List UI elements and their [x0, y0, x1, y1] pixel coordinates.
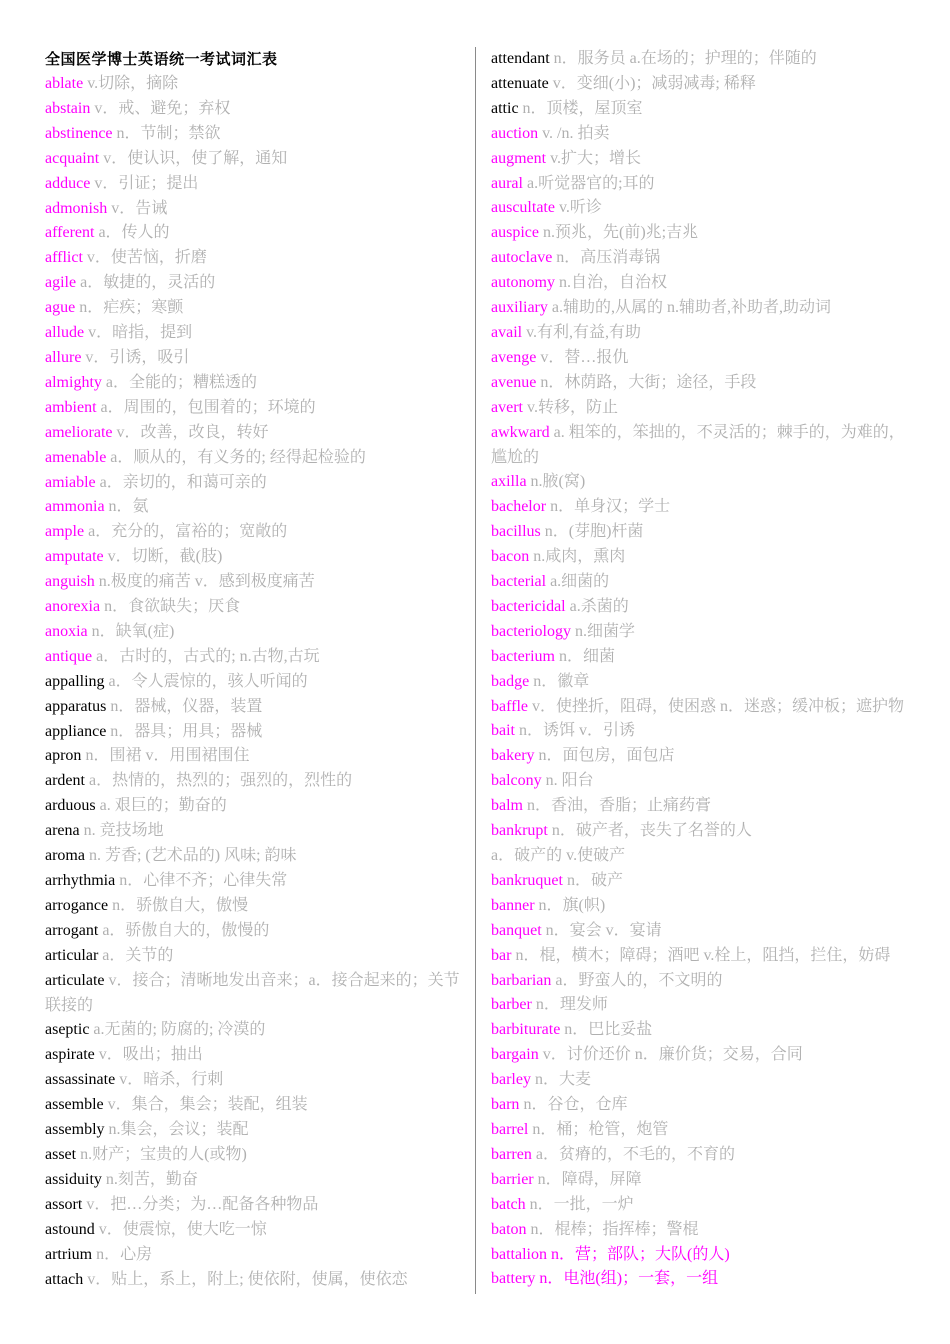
vocab-word: avenue	[491, 373, 537, 391]
vocab-entry	[491, 645, 911, 670]
vocab-word: bachelor	[491, 498, 547, 516]
vocab-entry	[491, 520, 911, 545]
vocab-word: barbarian	[491, 971, 552, 989]
vocab-word: ardent	[45, 772, 85, 790]
vocab-word: ambient	[45, 398, 97, 416]
vocab-entry	[491, 1093, 911, 1118]
vocab-entry	[45, 1143, 465, 1168]
vocab-word: avenge	[491, 348, 537, 366]
vocab-entry	[45, 1118, 465, 1143]
vocab-word: bacteriology	[491, 622, 571, 640]
vocab-definition: a.辅助的,从属的 n.辅助者,补助者,助动词	[547, 299, 831, 317]
vocab-definition: v．使挫折，阻碍，使困惑 n．迷惑；缓冲板；遮护物	[528, 697, 905, 715]
vocab-word: barber	[491, 996, 532, 1014]
vocab-entry	[45, 869, 465, 894]
vocab-word: bankruquet	[491, 871, 563, 889]
vocab-definition: a．骄傲自大的，傲慢的	[98, 921, 270, 939]
vocab-entry	[491, 296, 911, 321]
vocab-entry	[491, 246, 911, 271]
vocab-word: appliance	[45, 722, 107, 740]
vocab-definition: a.细菌的	[546, 573, 610, 591]
vocab-definition: v．告诫	[107, 199, 168, 217]
vocab-definition: n．心房	[92, 1245, 153, 1263]
vocab-entry	[491, 1143, 911, 1168]
vocab-entry	[45, 1218, 465, 1243]
vocab-entry	[45, 471, 465, 496]
vocab-word: assiduity	[45, 1170, 102, 1188]
vocab-entry	[45, 769, 465, 794]
vocab-definition: n．营；部队；大队(的人)	[546, 1245, 730, 1263]
vocab-word: autonomy	[491, 274, 555, 292]
left-word-list	[45, 72, 465, 1292]
vocab-word: avail	[491, 323, 523, 341]
left-column	[45, 47, 465, 1292]
vocab-definition: a. 艰巨的；勤奋的	[95, 797, 227, 815]
vocab-entry	[45, 1193, 465, 1218]
vocab-entry	[491, 196, 911, 221]
vocab-definition: n．面包房，面包店	[534, 747, 675, 765]
vocab-entry	[491, 421, 911, 471]
vocab-entry	[45, 645, 465, 670]
vocab-entry	[45, 894, 465, 919]
vocab-definition: v．把…分类；为…配备各种物品	[82, 1195, 319, 1213]
vocab-word: baton	[491, 1220, 527, 1238]
vocab-definition: n．旗(帜)	[534, 896, 606, 914]
vocab-word: bargain	[491, 1046, 539, 1064]
vocab-word: afflict	[45, 249, 83, 267]
vocab-entry	[491, 172, 911, 197]
vocab-entry	[45, 1093, 465, 1118]
vocab-word: balm	[491, 797, 523, 815]
vocab-word: augment	[491, 149, 547, 167]
vocab-definition: n．理发师	[531, 996, 608, 1014]
vocab-entry	[45, 1243, 465, 1268]
vocab-entry	[45, 1018, 465, 1043]
vocab-entry	[45, 545, 465, 570]
vocab-word: barren	[491, 1145, 532, 1163]
vocab-entry	[491, 1043, 911, 1068]
vocab-entry	[45, 1268, 465, 1293]
vocab-definition: n．高压消毒锅	[552, 249, 661, 267]
vocab-word: articular	[45, 946, 99, 964]
vocab-entry	[491, 844, 911, 869]
vocab-word: amputate	[45, 548, 104, 566]
vocab-word: antique	[45, 647, 93, 665]
vocab-definition: n．单身汉；学士	[546, 498, 671, 516]
vocab-word: anorexia	[45, 598, 101, 616]
vocab-entry	[491, 1168, 911, 1193]
vocab-definition: n．巴比妥盐	[560, 1021, 653, 1039]
vocab-definition: n．宴会 v．宴请	[541, 921, 662, 939]
vocab-word: articulate	[45, 971, 105, 989]
vocab-entry	[45, 147, 465, 172]
vocab-definition: n.刻苦，勤奋	[101, 1170, 198, 1188]
vocab-word: agile	[45, 274, 77, 292]
vocab-definition: n．器械，仪器，装置	[106, 697, 263, 715]
vocab-definition: v. /n. 拍卖	[538, 124, 610, 142]
vocab-definition: a．周围的，包围着的；环境的	[96, 398, 316, 416]
vocab-definition: a．全能的；糟糕透的	[101, 373, 257, 391]
vocab-definition: v．使震惊，使大吃一惊	[94, 1220, 267, 1238]
vocab-entry	[491, 719, 911, 744]
vocab-definition: n．障碍，屏障	[533, 1170, 642, 1188]
vocab-word: barrier	[491, 1170, 534, 1188]
vocab-definition: n．围裙 v．用围裙围住	[81, 747, 250, 765]
vocab-entry	[491, 47, 911, 72]
vocab-entry	[45, 695, 465, 720]
vocab-definition: n．桶；枪管，炮管	[528, 1120, 669, 1138]
vocab-word: arduous	[45, 797, 96, 815]
vocab-definition: n．谷仓，仓库	[519, 1096, 628, 1114]
vocab-word: bait	[491, 722, 515, 740]
vocab-word: assembly	[45, 1121, 105, 1139]
vocab-word: bacon	[491, 548, 530, 566]
vocab-entry	[45, 794, 465, 819]
vocab-definition: n．棍，横木；障碍；酒吧 v.栓上，阻挡，拦住，妨碍	[511, 946, 891, 964]
vocab-word: bar	[491, 946, 512, 964]
vocab-definition: v．讨价还价 n．廉价货；交易，合同	[538, 1046, 803, 1064]
vocab-entry	[45, 446, 465, 471]
vocab-entry	[45, 197, 465, 222]
vocab-definition: a.杀菌的	[565, 597, 629, 615]
vocab-word: attenuate	[491, 74, 549, 92]
vocab-definition: n. 阳台	[541, 772, 594, 790]
vocab-word: abstinence	[45, 124, 113, 142]
vocab-word: bankrupt	[491, 822, 548, 840]
vocab-entry	[491, 670, 911, 695]
vocab-entry	[45, 72, 465, 97]
vocab-entry	[491, 744, 911, 769]
vocab-entry	[491, 595, 911, 620]
vocab-definition: n．诱饵 v．引诱	[515, 722, 636, 740]
vocab-definition: v．切断，截(肢)	[103, 548, 223, 566]
vocab-word: barbiturate	[491, 1021, 561, 1039]
vocab-definition: a．贫瘠的，不毛的，不育的	[531, 1145, 735, 1163]
vocab-definition: n.集会，会议；装配	[104, 1121, 249, 1139]
vocab-entry	[45, 720, 465, 745]
vocab-entry	[491, 944, 911, 969]
vocab-definition: a．热情的，热烈的；强烈的，烈性的	[84, 772, 353, 790]
vocab-entry	[491, 1068, 911, 1093]
vocab-word: apparatus	[45, 697, 107, 715]
column-divider	[475, 47, 476, 1294]
vocab-word: auxiliary	[491, 299, 548, 317]
vocab-entry	[491, 819, 911, 844]
vocab-word: bacillus	[491, 523, 541, 541]
vocab-word: attic	[491, 99, 519, 117]
vocab-word: baffle	[491, 697, 529, 715]
vocab-word: battery	[491, 1270, 536, 1288]
vocab-definition: v．替…报仇	[536, 348, 629, 366]
vocab-word: abstain	[45, 99, 91, 117]
vocab-definition: n．大麦	[530, 1071, 591, 1089]
vocab-entry	[45, 670, 465, 695]
vocab-word: autoclave	[491, 249, 553, 267]
vocab-definition: v．戒、避免；弃权	[90, 99, 231, 117]
vocab-entry	[491, 794, 911, 819]
vocab-entry	[45, 221, 465, 246]
vocab-definition: a．亲切的，和蔼可亲的	[95, 473, 267, 491]
vocab-entry	[491, 1018, 911, 1043]
vocab-word: assassinate	[45, 1071, 116, 1089]
vocab-entry	[491, 894, 911, 919]
vocab-word: banner	[491, 896, 535, 914]
vocab-definition: a. 粗笨的，笨拙的，不灵活的；棘手的，为难的，尴尬的	[491, 423, 905, 466]
vocab-word: barrel	[491, 1120, 529, 1138]
vocab-word: aural	[491, 174, 523, 192]
vocab-definition: n. 竞技场地	[79, 822, 164, 840]
vocab-definition: n．疟疾；寒颤	[75, 299, 184, 317]
vocab-entry	[45, 595, 465, 620]
vocab-definition: v．使苦恼，折磨	[82, 249, 207, 267]
vocab-definition: n．徽章	[529, 672, 590, 690]
vocab-entry	[491, 1118, 911, 1143]
vocab-entry	[491, 1193, 911, 1218]
vocab-word: apron	[45, 747, 82, 765]
vocab-definition: v．改善，改良，转好	[112, 423, 269, 441]
vocab-entry	[491, 346, 911, 371]
vocab-word: awkward	[491, 423, 550, 441]
vocab-definition: a．令人震惊的，骇人听闻的	[104, 672, 308, 690]
vocab-entry	[491, 695, 911, 720]
vocab-entry	[45, 819, 465, 844]
vocab-word: aroma	[45, 847, 85, 865]
vocab-definition: n．节制；禁欲	[112, 124, 221, 142]
vocab-entry	[491, 271, 911, 296]
vocab-entry	[491, 221, 911, 246]
vocab-definition: v．引证；提出	[90, 174, 199, 192]
vocab-entry	[45, 271, 465, 296]
vocab-definition: v．集合，集会；装配，组装	[103, 1096, 308, 1114]
vocab-entry	[491, 97, 911, 122]
vocab-word: attach	[45, 1270, 84, 1288]
vocab-entry	[491, 147, 911, 172]
vocab-word: asset	[45, 1145, 77, 1163]
vocab-entry	[45, 346, 465, 371]
vocab-entry	[45, 969, 465, 1019]
vocab-definition: v.有利,有益,有助	[522, 323, 642, 341]
vocab-entry	[45, 172, 465, 197]
vocab-definition: v．使认识，使了解，通知	[99, 149, 288, 167]
vocab-entry	[491, 321, 911, 346]
vocab-definition: v．贴上，系上，附上; 使依附，使属，使依恋	[83, 1270, 408, 1288]
vocab-word: arena	[45, 822, 80, 840]
vocab-definition: a．关节的	[98, 946, 174, 964]
vocab-entry	[45, 321, 465, 346]
vocab-entry	[45, 620, 465, 645]
vocab-entry	[45, 421, 465, 446]
vocab-definition: n．服务员 a.在场的；护理的；伴随的	[549, 50, 817, 67]
vocab-word: ameliorate	[45, 423, 113, 441]
vocab-entry	[491, 620, 911, 645]
vocab-word: afferent	[45, 224, 95, 242]
vocab-definition: v．吸出；抽出	[94, 1046, 203, 1064]
vocab-word: acquaint	[45, 149, 100, 167]
vocab-definition: n.细菌学	[570, 622, 635, 640]
vocab-definition: v．暗杀，行刺	[115, 1071, 224, 1089]
vocab-word: adduce	[45, 174, 91, 192]
vocab-definition: a．破产的 v.使破产	[491, 847, 626, 864]
vocab-definition: n．器具；用具；器械	[106, 722, 263, 740]
vocab-word: assemble	[45, 1096, 104, 1114]
vocab-definition: n.极度的痛苦 v．感到极度痛苦	[94, 573, 315, 591]
vocab-definition: a．顺从的，有义务的; 经得起检验的	[106, 448, 366, 466]
vocab-definition: n．破产	[562, 871, 623, 889]
vocab-word: battalion	[491, 1245, 547, 1263]
vocab-word: balcony	[491, 772, 542, 790]
vocab-word: appalling	[45, 672, 105, 690]
vocab-entry	[491, 869, 911, 894]
vocab-definition: n.腋(窝)	[526, 473, 586, 491]
vocab-definition: n.财产；宝贵的人(或物)	[76, 1145, 247, 1163]
vocab-word: arrhythmia	[45, 872, 116, 889]
right-column	[491, 47, 911, 1292]
right-word-list	[491, 47, 911, 1292]
vocab-definition: v.转移，防止	[522, 398, 618, 416]
vocab-definition: n. 芳香; (艺术品的) 风味; 韵味	[84, 847, 297, 865]
vocab-entry	[45, 296, 465, 321]
vocab-definition: a．野蛮人的，不文明的	[551, 971, 723, 989]
vocab-definition: n．一批，一炉	[525, 1195, 634, 1213]
vocab-definition: v．接合；清晰地发出音来；a．接合起来的；关节联接的	[45, 971, 460, 1014]
vocab-word: artrium	[45, 1245, 93, 1263]
vocab-definition: v．变细(小)；减弱减毒; 稀释	[548, 74, 756, 92]
vocab-definition: n．破产者，丧失了名誉的人	[547, 822, 752, 840]
vocab-word: ague	[45, 299, 76, 317]
vocab-word: axilla	[491, 473, 527, 491]
vocab-entry	[491, 470, 911, 495]
vocab-entry	[45, 246, 465, 271]
vocab-word: barley	[491, 1071, 531, 1089]
vocab-entry	[491, 1218, 911, 1243]
vocab-word: aseptic	[45, 1021, 90, 1039]
vocab-word: amenable	[45, 448, 107, 466]
vocab-word: bakery	[491, 747, 535, 765]
vocab-entry	[45, 122, 465, 147]
vocab-definition: a．传人的	[94, 224, 170, 242]
vocab-word: banquet	[491, 921, 542, 939]
vocab-definition: n．(芽胞)杆菌	[540, 523, 644, 541]
vocab-entry	[491, 769, 911, 794]
vocab-entry	[491, 1267, 911, 1292]
vocab-word: ammonia	[45, 498, 105, 516]
vocab-definition: v.扩大；增长	[546, 149, 642, 167]
vocab-definition: n．食欲缺失；厌食	[100, 598, 241, 616]
vocab-word: allude	[45, 324, 85, 342]
vocab-entry	[45, 396, 465, 421]
vocab-definition: v.切除，摘除	[83, 75, 179, 92]
vocab-word: astound	[45, 1220, 95, 1238]
vocab-word: arrogant	[45, 921, 99, 939]
vocab-word: auspice	[491, 224, 539, 242]
vocab-word: avert	[491, 398, 523, 416]
vocab-definition: n．电池(组)；一套，一组	[535, 1270, 719, 1288]
vocab-word: anoxia	[45, 622, 88, 640]
vocab-entry	[45, 1043, 465, 1068]
vocab-entry	[491, 1243, 911, 1268]
vocab-definition: a．充分的，富裕的；宽敞的	[84, 523, 288, 541]
vocab-entry	[45, 944, 465, 969]
vocab-word: attendant	[491, 50, 550, 67]
vocab-word: amiable	[45, 473, 96, 491]
vocab-definition: a.听觉器官的;耳的	[522, 174, 655, 192]
vocab-definition: a．古时的，古式的; n.古物,古玩	[92, 647, 320, 665]
vocab-definition: n．顶楼，屋顶室	[518, 99, 643, 117]
vocab-word: ablate	[45, 75, 84, 92]
vocab-entry	[491, 122, 911, 147]
vocab-word: bacterial	[491, 573, 547, 591]
vocab-word: bacterium	[491, 647, 555, 665]
vocab-word: ample	[45, 523, 85, 541]
vocab-definition: n．骄傲自大，傲慢	[108, 896, 249, 914]
vocab-definition: n.自治，自治权	[555, 274, 668, 292]
vocab-word: auction	[491, 124, 539, 142]
vocab-definition: n．氨	[104, 498, 149, 516]
vocab-definition: n．棍棒；指挥棒；警棍	[526, 1220, 699, 1238]
vocab-definition: v．引诱，吸引	[81, 348, 190, 366]
vocab-definition: n.预兆，先(前)兆;吉兆	[538, 224, 699, 242]
vocab-entry	[491, 919, 911, 944]
vocab-word: barn	[491, 1096, 520, 1114]
vocab-word: assort	[45, 1195, 83, 1213]
vocab-definition: n．心律不齐；心律失常	[115, 872, 288, 889]
page-title: 全国医学博士英语统一考试词汇表	[45, 50, 278, 68]
vocab-word: arrogance	[45, 896, 109, 914]
vocab-definition: n．林荫路，大街；途径，手段	[536, 373, 757, 391]
vocab-word: almighty	[45, 373, 102, 391]
vocab-word: badge	[491, 672, 530, 690]
vocab-definition: n．细菌	[554, 647, 615, 665]
vocab-word: allure	[45, 348, 82, 366]
vocab-entry	[491, 545, 911, 570]
vocab-definition: v．暗指，提到	[84, 324, 193, 342]
vocab-entry	[491, 993, 911, 1018]
vocab-entry	[45, 495, 465, 520]
vocab-definition: n.咸肉，熏肉	[529, 548, 626, 566]
vocab-entry	[45, 1068, 465, 1093]
vocab-word: bactericidal	[491, 597, 566, 615]
vocab-definition: v.听诊	[554, 199, 602, 217]
vocab-entry	[491, 969, 911, 994]
vocab-entry	[45, 744, 465, 769]
vocab-entry	[491, 495, 911, 520]
vocab-entry	[491, 72, 911, 97]
vocab-entry	[45, 570, 465, 595]
vocab-word: aspirate	[45, 1046, 95, 1064]
vocab-word: batch	[491, 1195, 526, 1213]
vocab-definition: a.无菌的; 防腐的; 冷漠的	[89, 1021, 266, 1039]
vocab-word: admonish	[45, 199, 108, 217]
vocab-entry	[491, 396, 911, 421]
vocab-word: auscultate	[491, 199, 555, 217]
vocab-entry	[491, 570, 911, 595]
vocab-definition: a．敏捷的，灵活的	[76, 274, 216, 292]
vocab-entry	[45, 919, 465, 944]
vocab-entry	[491, 371, 911, 396]
vocab-entry	[45, 371, 465, 396]
vocab-word: anguish	[45, 573, 95, 591]
vocab-definition: n．缺氧(症)	[87, 622, 175, 640]
vocab-entry	[45, 520, 465, 545]
vocab-entry	[45, 1168, 465, 1193]
vocab-entry	[45, 844, 465, 869]
vocab-definition: n．香油，香脂；止痛药膏	[523, 797, 712, 815]
vocab-entry	[45, 97, 465, 122]
